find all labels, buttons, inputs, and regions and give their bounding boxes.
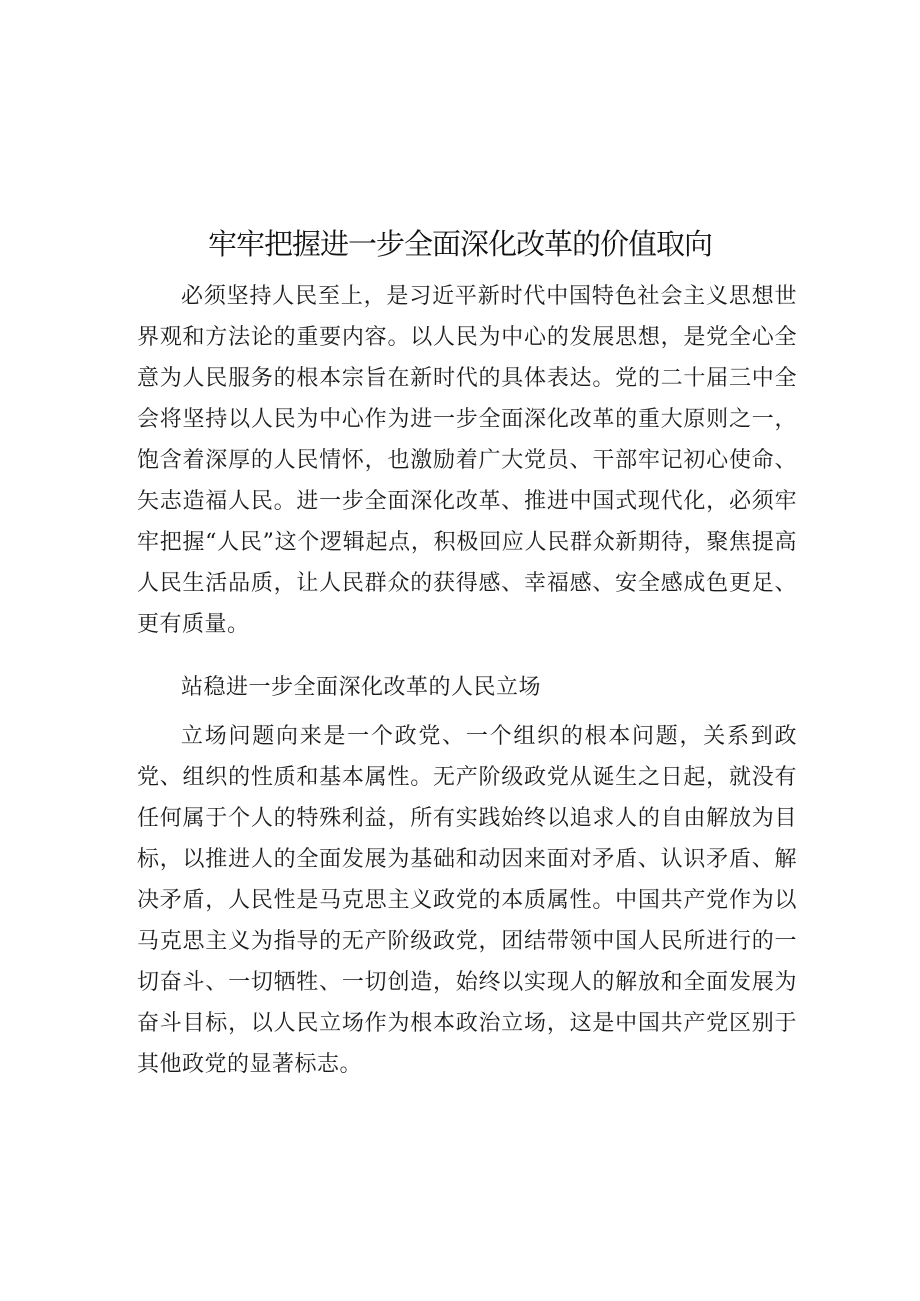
section-subheading: 站稳进一步全面深化改革的人民立场 xyxy=(181,675,542,700)
body-paragraph-2: 立场问题向来是一个政党、一个组织的根本问题，关系到政党、组织的性质和基本属性。无产阶级政党从诞生之日起，就没有任何属于个人的特殊利益，所有实践始终以追求人的自由解放为目标，以推进人的全面发展为基础和动因来面对矛盾、认识矛盾、解决矛盾，人民性是马克思主义政党的本质属性。中国共产党作为以马克思主义为指导的无产阶级政党，团结带领中国人民所进行的一切奋斗、一切牺牲、一切创造，始终以实现人的解放和全面发展为奋斗目标，以人民立场作为根本政治立场，这是中国共产党区别于其他政党的显著标志。 xyxy=(137,724,797,1077)
body-paragraph-1: 必须坚持人民至上，是习近平新时代中国特色社会主义思想世界观和方法论的重要内容。以人民为中心的发展思想，是党全心全意为人民服务的根本宗旨在新时代的具体表达。党的二十届三中全会将坚持以人民为中心作为进一步全面深化改革的重大原则之一，饱含着深厚的人民情怀，也激励着广大党员、干部牢记初心使命、矢志造福人民。进一步全面深化改革、推进中国式现代化，必须牢牢把握“人民”这个逻辑起点，积极回应人民群众新期待，聚焦提高人民生活品质，让人民群众的获得感、幸福感、安全感成色更足、更有质量。 xyxy=(137,284,797,637)
document-title: 牢牢把握进一步全面深化改革的价值取向 xyxy=(207,227,712,261)
